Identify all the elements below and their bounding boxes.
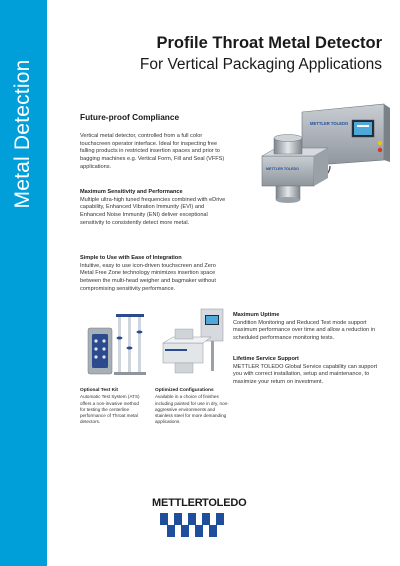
section-text: Condition Monitoring and Reduced Test mode support maximum performance over time and allow a reduction in scheduled performance monitoring tests. <box>233 319 376 342</box>
page-title: Profile Throat Metal Detector <box>156 34 382 52</box>
test-kit-image <box>80 308 156 380</box>
caption-text: Automatic Test System (ATS) offers a non-invasive method for testing the centerline performance of Throat metal detectors. <box>80 394 140 425</box>
section-title: Lifetime Service Support <box>233 356 299 362</box>
section-text: Multiple ultra-high tuned frequencies combined with eDrive capability, Enhanced Vibration Immunity (EVI) and Enhanced Noise Immunity (ENI) deliver exceptional sensitivity to consistently detect more metal. <box>80 196 226 226</box>
main-heading: Future-proof Compliance <box>80 112 180 122</box>
section-text: METTLER TOLEDO Global Service capability can support you with correct installation, setup and maintenance, to maximize your return on investment. <box>233 363 378 386</box>
section-sensitivity <box>80 189 230 228</box>
section-title: Maximum Uptime <box>233 312 280 318</box>
caption-test-kit <box>80 388 144 425</box>
page-subtitle: For Vertical Packaging Applications <box>139 56 382 73</box>
section-ease-of-use <box>80 255 230 294</box>
side-color-bar <box>0 0 47 566</box>
company-logo <box>148 497 247 541</box>
intro-paragraph: Vertical metal detector, controlled from a full color touchscreen operator interface. Ideal for inspecting free falling products in restricted insertion spaces and prior to bagging machines e.g. Vertical Form, Fill and Seal (VFFS) applications. <box>80 133 225 170</box>
caption-title: Optional Test Kit <box>80 388 119 393</box>
logo-mark-icon <box>154 511 232 539</box>
configuration-image <box>155 303 233 383</box>
section-service <box>233 356 383 387</box>
cabinet-brand-label: METTLER TOLEDO <box>310 121 349 126</box>
detector-brand-label: METTLER TOLEDO <box>266 167 299 171</box>
caption-configurations <box>155 388 229 425</box>
section-text: Intuitive, easy to use icon-driven touchscreen and Zero Metal Free Zone technology minimizes insertion space between the multi-head weigher and bagmaker without compromising sensitivity performance. <box>80 262 216 292</box>
side-category-label: Metal Detection <box>11 59 34 209</box>
section-title: Simple to Use with Ease of Integration <box>80 255 182 261</box>
section-uptime <box>233 312 383 343</box>
metal-detector-product-image <box>234 98 394 210</box>
caption-text: Available in a choice of finishes including painted for use in dry, non-aggressive environments and stainless steel for more demanding applications. <box>155 394 229 425</box>
section-title: Maximum Sensitivity and Performance <box>80 189 183 195</box>
logo-text-left: METTLER <box>152 497 203 509</box>
caption-title: Optimized Configurations <box>155 388 214 393</box>
logo-text-right: TOLEDO <box>202 497 247 509</box>
